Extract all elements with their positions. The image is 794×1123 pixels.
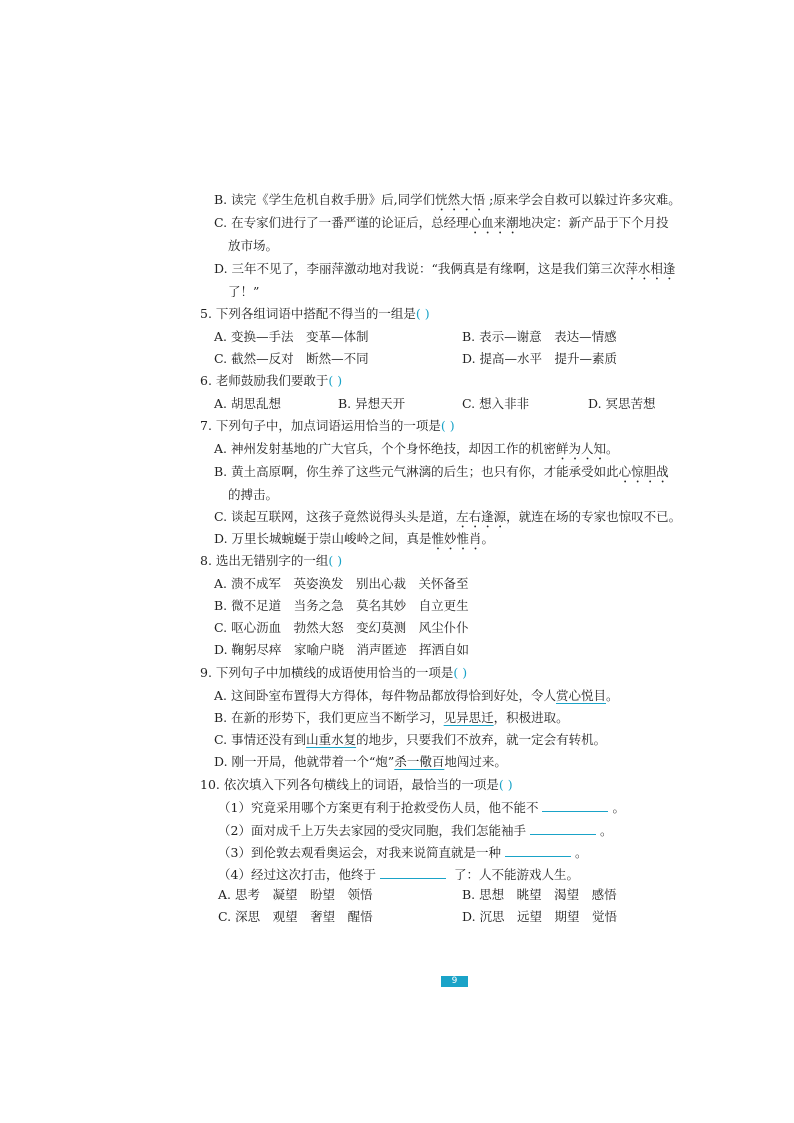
- q6-option-a: A. 胡思乱想: [214, 396, 281, 411]
- emphasized-word: 萍水相逢: [625, 261, 676, 276]
- emphasized-word: 鲜为人知: [555, 441, 606, 456]
- q9-option-c: C. 事情还没有到山重水复的地步，只要我们不放弃，就一定会有转机。: [214, 732, 607, 747]
- fill-blank[interactable]: [542, 799, 608, 812]
- q4-option-c-line1: C. 在专家们进行了一番严谨的论证后，总经理心血来潮地决定：新产品于下个月投: [214, 215, 669, 230]
- q6-stem: 6. 老师鼓励我们要敢于( ): [200, 373, 343, 388]
- q10-sentence-2: （2）面对成千上万失去家园的受灾同胞，我们怎能袖手 。: [218, 823, 613, 838]
- page-number: 9: [441, 976, 468, 987]
- q10-sentence-4: （4）经过这次打击，他终于 了：人不能游戏人生。: [218, 867, 579, 882]
- q9-option-a: A. 这间卧室布置得大方得体，每件物品都放得恰到好处，令人赏心悦目。: [214, 688, 619, 703]
- q10-option-d: D. 沉思 远望 期望 觉悟: [462, 909, 618, 924]
- emphasized-word: 心惊胆战: [618, 464, 669, 479]
- emphasized-word: 惟妙惟肖: [431, 531, 482, 546]
- q10-stem: 10. 依次填入下列各句横线上的词语，最恰当的一项是( ): [200, 777, 513, 792]
- q8-option-c: C. 呕心沥血 勃然大怒 变幻莫测 风尘仆仆: [214, 620, 469, 635]
- q7-option-b-line2: 的搏击。: [228, 487, 279, 502]
- underlined-idiom: 赏心悦目: [555, 688, 606, 703]
- q5-option-a: A. 变换—手法 变革—体制: [214, 329, 369, 344]
- q7-option-a: A. 神州发射基地的广大官兵，个个身怀绝技，却因工作的机密鲜为人知。: [214, 441, 619, 456]
- q5-option-c: C. 截然—反对 断然—不同: [214, 351, 369, 366]
- q10-sentence-1: （1）究竟采用哪个方案更有利于抢救受伤人员，他不能不 。: [218, 800, 625, 815]
- emphasized-word: 左右逢源: [456, 509, 507, 524]
- answer-bracket[interactable]: ( ): [328, 373, 343, 388]
- answer-bracket[interactable]: ( ): [453, 665, 468, 680]
- answer-bracket[interactable]: ( ): [498, 777, 513, 792]
- q8-option-d: D. 鞠躬尽瘁 家喻户晓 消声匿迹 挥洒自如: [214, 642, 470, 657]
- q5-option-d: D. 提高—水平 提升—素质: [462, 351, 618, 366]
- fill-blank[interactable]: [505, 844, 571, 857]
- q9-option-b: B. 在新的形势下，我们更应当不断学习，见异思迁，积极进取。: [214, 710, 569, 725]
- q10-option-b: B. 思想 眺望 渴望 感悟: [462, 887, 617, 902]
- underlined-idiom: 山重水复: [306, 732, 357, 747]
- q7-stem: 7. 下列句子中，加点词语运用恰当的一项是( ): [200, 418, 455, 433]
- q7-option-b-line1: B. 黄土高原啊，你生养了这些元气淋漓的后生；也只有你，才能承受如此心惊胆战: [214, 464, 669, 479]
- underlined-idiom: 见异思迁: [443, 710, 494, 725]
- fill-blank[interactable]: [380, 866, 446, 879]
- q4-option-c-line2: 放市场。: [228, 238, 279, 253]
- q10-option-c: C. 深思 观望 奢望 醒悟: [218, 909, 373, 924]
- answer-bracket[interactable]: ( ): [328, 553, 343, 568]
- q5-stem: 5. 下列各组词语中搭配不得当的一组是( ): [200, 306, 430, 321]
- q8-stem: 8. 选出无错别字的一组( ): [200, 553, 343, 568]
- q10-option-a: A. 思考 凝望 盼望 领悟: [218, 887, 373, 902]
- q8-option-a: A. 溃不成军 英姿涣发 别出心裁 关怀备至: [214, 576, 469, 591]
- q6-option-c: C. 想入非非: [462, 396, 530, 411]
- emphasized-word: 心血来潮: [468, 215, 519, 230]
- q7-option-d: D. 万里长城蜿蜒于崇山峻岭之间，真是惟妙惟肖。: [214, 531, 495, 546]
- underlined-idiom: 杀一儆百: [394, 754, 445, 769]
- answer-bracket[interactable]: ( ): [440, 418, 455, 433]
- q8-option-b: B. 微不足道 当务之急 莫名其妙 自立更生: [214, 598, 469, 613]
- q10-sentence-3: （3）到伦敦去观看奥运会，对我来说简直就是一种 。: [218, 845, 588, 860]
- fill-blank[interactable]: [530, 822, 596, 835]
- answer-bracket[interactable]: ( ): [415, 306, 430, 321]
- q5-option-b: B. 表示—谢意 表达—情感: [462, 329, 617, 344]
- q9-option-d: D. 刚一开局，他就带着一个“炮”杀一儆百地闯过来。: [214, 754, 507, 769]
- emphasized-word: 恍然大悟: [435, 192, 486, 207]
- q7-option-c: C. 谈起互联网，这孩子竟然说得头头是道，左右逢源，就连在场的专家也惊叹不已。: [214, 509, 682, 524]
- q6-option-b: B. 异想天开: [338, 396, 406, 411]
- q4-option-d-line1: D. 三年不见了，李丽萍激动地对我说：“我俩真是有缘啊，这是我们第三次萍水相逢: [214, 261, 676, 276]
- q9-stem: 9. 下列句子中加横线的成语使用恰当的一项是( ): [200, 665, 468, 680]
- q4-option-d-line2: 了！”: [228, 284, 260, 299]
- q6-option-d: D. 冥思苦想: [588, 396, 656, 411]
- q4-option-b: B. 读完《学生危机自救手册》后,同学们恍然大悟 ;原来学会自救可以躲过许多灾难。: [214, 192, 681, 207]
